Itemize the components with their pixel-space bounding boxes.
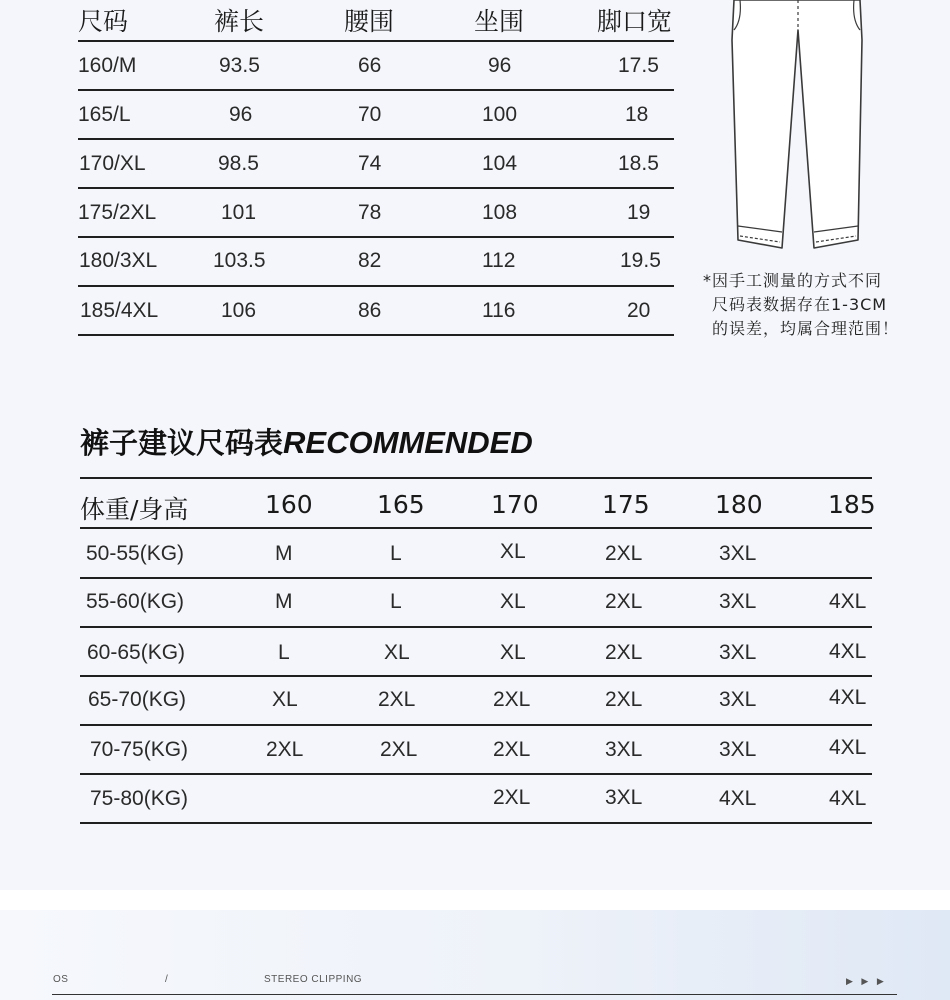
divider [78,236,674,238]
recommend-header: 165 [377,490,425,519]
divider [80,626,872,628]
recommend-header: 170 [491,490,539,519]
divider [80,773,872,775]
table-cell: 2XL [605,688,643,711]
table-cell: 160/M [78,54,137,77]
table-cell: 103.5 [213,249,266,272]
table-cell: XL [500,540,526,563]
divider [80,527,872,529]
recommend-header: 180 [715,490,763,519]
table-cell: 3XL [605,786,643,809]
table-cell: XL [272,688,298,711]
table-cell: 66 [358,54,382,77]
pants-illustration-icon [720,0,880,260]
table-cell: 19 [627,201,651,224]
footer-label-left: OS [53,974,69,985]
table-cell: 2XL [266,738,304,761]
table-cell: 82 [358,249,382,272]
divider [78,89,674,91]
divider [78,285,674,287]
table-cell: 3XL [605,738,643,761]
measurement-note-line: 的误差，均属合理范围！ [712,319,900,338]
table-cell: 96 [229,103,253,126]
table-cell: 100 [482,103,518,126]
table-cell: 3XL [719,641,757,664]
table-cell: 2XL [493,786,531,809]
table-cell: 175/2XL [78,201,157,224]
table-cell: 165/L [78,103,131,126]
table-cell: 3XL [719,688,757,711]
table-cell: 4XL [829,736,867,759]
footer-divider [52,994,897,995]
play-arrows-icon: ▶ ▶ ▶ [846,976,887,986]
table-cell: 108 [482,201,518,224]
divider [80,675,872,677]
divider [80,477,872,479]
table-cell: 170/XL [79,152,146,175]
divider [78,187,674,189]
divider [78,40,674,42]
divider [78,334,674,336]
recommend-title [80,421,533,462]
size-table-header: 脚口宽 [597,7,673,36]
table-cell: 104 [482,152,518,175]
section-separator [0,890,950,910]
table-cell: 60-65(KG) [87,641,186,664]
table-cell: 93.5 [219,54,260,77]
size-table-header: 尺码 [78,7,129,36]
table-cell: 74 [358,152,382,175]
table-cell: 2XL [605,590,643,613]
table-cell: 20 [627,299,651,322]
table-cell: M [275,590,293,613]
table-cell: 18 [625,103,649,126]
recommend-header: 175 [602,490,650,519]
table-cell: L [278,641,290,664]
table-cell: 112 [482,249,516,272]
table-cell: 70 [358,103,382,126]
recommend-header: 160 [265,490,313,519]
table-cell: 185/4XL [80,299,159,322]
table-cell: 19.5 [620,249,661,272]
footer-slash: / [165,974,169,985]
table-cell: 2XL [378,688,416,711]
table-cell: 106 [221,299,257,322]
table-cell: 96 [488,54,512,77]
table-cell: 18.5 [618,152,659,175]
table-cell: L [390,542,402,565]
footer-label-middle: STEREO CLIPPING [264,974,363,985]
recommend-header: 185 [828,490,876,519]
divider [80,724,872,726]
table-cell: 4XL [829,640,867,663]
table-cell: L [390,590,402,613]
table-cell: 101 [221,201,257,224]
table-cell: 50-55(KG) [86,542,185,565]
table-cell: 86 [358,299,382,322]
table-cell: 4XL [719,787,757,810]
table-cell: 17.5 [618,54,659,77]
table-cell: 3XL [719,542,757,565]
measurement-note-line: *因手工测量的方式不同 [703,271,883,290]
table-cell: 3XL [719,590,757,613]
size-table-header: 坐围 [474,7,525,36]
divider [80,822,872,824]
table-cell: XL [500,641,526,664]
recommend-title-en: RECOMMENDED [283,425,533,460]
recommend-title-cn: 裤子建议尺码表 [80,426,284,460]
table-cell: 78 [358,201,382,224]
table-cell: 4XL [829,787,867,810]
table-cell: 2XL [493,738,531,761]
table-cell: 75-80(KG) [90,787,189,810]
footer-section [0,910,950,1000]
table-cell: 4XL [829,590,867,613]
measurement-note-line: 尺码表数据存在1-3CM [712,295,888,314]
table-cell: XL [384,641,410,664]
table-cell: 180/3XL [79,249,158,272]
size-table-header: 裤长 [214,7,265,36]
recommend-header: 体重/身高 [80,495,189,524]
table-cell: 65-70(KG) [88,688,187,711]
table-cell: 2XL [605,542,643,565]
table-cell: 98.5 [218,152,259,175]
table-cell: 4XL [829,686,867,709]
table-cell: XL [500,590,526,613]
table-cell: 55-60(KG) [86,590,185,613]
table-cell: 70-75(KG) [90,738,189,761]
divider [78,138,674,140]
divider [80,577,872,579]
table-cell: M [275,542,293,565]
table-cell: 2XL [605,641,643,664]
table-cell: 2XL [380,738,418,761]
table-cell: 2XL [493,688,531,711]
table-cell: 116 [482,299,516,322]
table-cell: 3XL [719,738,757,761]
size-table-header: 腰围 [344,7,395,36]
